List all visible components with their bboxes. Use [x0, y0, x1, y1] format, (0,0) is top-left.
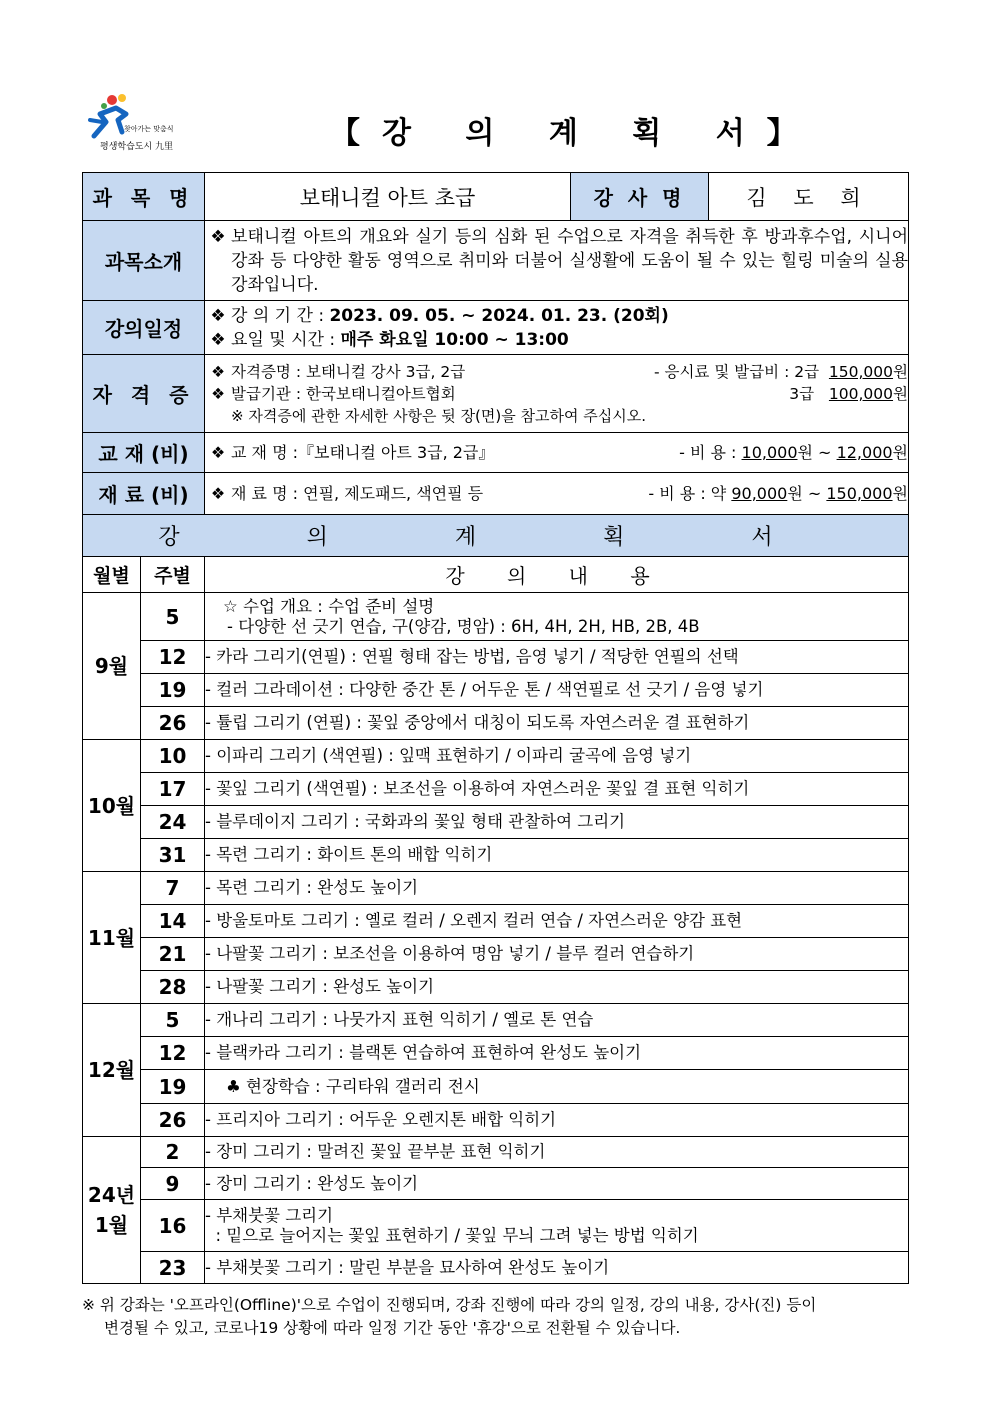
schedule-row-nov: [83, 872, 909, 905]
lecture-content: ♣ 현장학습 : 구리타워 갤러리 전시: [205, 1070, 909, 1104]
month-jan: 24년 1월: [83, 1137, 141, 1284]
week-cell: 31: [141, 839, 205, 872]
week-cell: 24: [141, 806, 205, 839]
teacher-value: 김 도 희: [709, 173, 909, 221]
week-cell: 14: [141, 905, 205, 938]
schedule-row-sep: [83, 593, 909, 641]
schedule-row-jan: [83, 1137, 909, 1168]
content-column-header: 강 의 내 용: [205, 557, 909, 593]
week-cell: 19: [141, 674, 205, 707]
lecture-content: - 장미 그리기 : 완성도 높이기: [205, 1168, 909, 1200]
column-header-row: [83, 557, 909, 593]
intro-label: 과목소개: [83, 221, 205, 301]
week-cell: 2: [141, 1137, 205, 1168]
intro-row: [83, 221, 909, 301]
month-sep: 9월: [83, 593, 141, 740]
schedule-row: [83, 301, 909, 355]
week-cell: 16: [141, 1200, 205, 1252]
material-cost-max: 150,000: [826, 483, 893, 503]
schedule-row-sep: [83, 674, 909, 707]
teacher-label: 강 사 명: [571, 173, 709, 221]
week-cell: 9: [141, 1168, 205, 1200]
schedule-row-oct: [83, 839, 909, 872]
diamond-bullet-icon: ❖: [210, 442, 226, 462]
schedule-row-jan: [83, 1200, 909, 1252]
textbook-row: 교 재 (비) ❖ 교 재 명 :『보태니컬 아트 3급, 2급』 - 비 용 : 10,000원 ~ 12,000원: [83, 433, 909, 473]
plan-header: 강 의 계 획 서: [83, 515, 909, 557]
plan-table: [82, 172, 909, 1284]
schedule-label: 강의일정: [83, 301, 205, 355]
diamond-bullet-icon: ❖: [210, 483, 226, 503]
lecture-content: - 블랙카라 그리기 : 블랙톤 연습하여 표현하여 완성도 높이기: [205, 1037, 909, 1070]
schedule-time: 매주 화요일 10:00 ~ 13:00: [340, 329, 569, 350]
cert-name: 자격증명 : 보태니컬 강사 3급, 2급: [231, 362, 466, 381]
cert-label: 자 격 증: [83, 355, 205, 433]
schedule-row-sep: [83, 641, 909, 674]
lecture-content: - 카라 그리기(연필) : 연필 형태 잡는 방법, 음영 넣기 / 적당한 연필의 선택: [205, 641, 909, 674]
diamond-bullet-icon: ❖: [211, 362, 225, 381]
month-dec: 12월: [83, 1004, 141, 1137]
week-cell: 7: [141, 872, 205, 905]
lecture-content: ☆ 수업 개요 : 수업 준비 설명: [223, 596, 435, 616]
month-oct: 10월: [83, 740, 141, 872]
week-cell: 10: [141, 740, 205, 773]
schedule-row-jan: [83, 1168, 909, 1200]
lecture-content: : 밑으로 늘어지는 꽃잎 표현하기 / 꽃잎 무늬 그려 넣는 방법 익히기: [205, 1225, 699, 1245]
logo-caption: 평생학습도시 九里: [100, 142, 174, 152]
week-cell: 5: [141, 1004, 205, 1037]
week-cell: 21: [141, 938, 205, 971]
week-cell: 17: [141, 773, 205, 806]
schedule-row-oct: [83, 740, 909, 773]
week-cell: 26: [141, 707, 205, 740]
week-cell: 12: [141, 1037, 205, 1070]
lecture-content: - 꽃잎 그리기 (색연필) : 보조선을 이용하여 자연스러운 꽃잎 결 표현 익히기: [205, 773, 909, 806]
lecture-content: - 나팔꽃 그리기 : 완성도 높이기: [205, 971, 909, 1004]
schedule-row-dec: [83, 1037, 909, 1070]
diamond-bullet-icon: ❖: [210, 226, 226, 247]
cert-note: ※ 자격증에 관한 자세한 사항은 뒷 장(면)을 참고하여 주십시오.: [231, 406, 646, 425]
footnote-line1: ※ 위 강좌는 '오프라인(Offline)'으로 수업이 진행되며, 강좌 진행에 따라 강의 일정, 강의 내용, 강사(진) 등이: [82, 1296, 817, 1314]
cert-fee-3: 100,000: [828, 384, 894, 403]
lecture-content: - 목련 그리기 : 화이트 톤의 배합 익히기: [205, 839, 909, 872]
lecture-content: - 이파리 그리기 (색연필) : 잎맥 표현하기 / 이파리 굴곡에 음영 넣기: [205, 740, 909, 773]
runner-icon: [82, 92, 152, 142]
textbook-cost-min: 10,000: [741, 442, 798, 462]
lecture-content: - 개나리 그리기 : 나뭇가지 표현 익히기 / 옐로 톤 연습: [205, 1004, 909, 1037]
textbook-cost-max: 12,000: [836, 442, 893, 462]
cert-fee-2: 150,000: [828, 362, 894, 381]
cert-issuer: 발급기관 : 한국보태니컬아트협회: [231, 384, 456, 403]
footnote-line2: 변경될 수 있고, 코로나19 상황에 따라 일정 기간 동안 '휴강'으로 전환될 수 있습니다.: [104, 1319, 681, 1337]
schedule-row-sep: [83, 707, 909, 740]
schedule-row-oct: [83, 773, 909, 806]
schedule-time-label: 요일 및 시간 :: [231, 329, 341, 350]
material-name: 재 료 명 : 연필, 제도패드, 색연필 등: [231, 483, 484, 503]
schedule-row-nov: [83, 971, 909, 1004]
subject-row: [83, 173, 909, 221]
certificate-row: 자 격 증 ❖ 자격증명 : 보태니컬 강사 3급, 2급 - 응시료 및 발급비 : 2급 150,000원 ❖ 발급기관 : 한국보태니컬아트협회 3급 100,000원 ※ 자격증에 관한 자세한 사항은 뒷 장(면)을 참고하여 주십시오.: [83, 355, 909, 433]
week-column-header: 주별: [141, 557, 205, 593]
material-label: 재 료 (비): [83, 473, 205, 515]
week-cell: 23: [141, 1252, 205, 1284]
month-nov: 11월: [83, 872, 141, 1004]
schedule-row-dec: [83, 1070, 909, 1104]
week-cell: 12: [141, 641, 205, 674]
lecture-content: - 나팔꽃 그리기 : 보조선을 이용하여 명암 넣기 / 블루 컬러 연습하기: [205, 938, 909, 971]
schedule-row-oct: [83, 806, 909, 839]
lecture-content: - 블루데이지 그리기 : 국화과의 꽃잎 형태 관찰하여 그리기: [205, 806, 909, 839]
lecture-content: - 프리지아 그리기 : 어두운 오렌지톤 배합 익히기: [205, 1104, 909, 1137]
lecture-content: - 부채붓꽃 그리기: [205, 1205, 334, 1225]
intro-text: 보태니컬 아트의 개요와 실기 등의 심화 된 수업으로 자격을 취득한 후 방과후수업, 시니어 강좌 등 다양한 활동 영역으로 취미와 더불어 실생활에 도움이 될 수 있는 힐링 미술의 실용 강좌입니다.: [231, 226, 909, 295]
month-column-header: 월별: [83, 557, 141, 593]
schedule-row-nov: [83, 938, 909, 971]
week-cell: 26: [141, 1104, 205, 1137]
lecture-content: - 다양한 선 긋기 연습, 구(양감, 명암) : 6H, 4H, 2H, HB, 2B, 4B: [227, 616, 700, 636]
plan-header-row: [83, 515, 909, 557]
schedule-period-label: 강 의 기 간 :: [231, 305, 330, 326]
diamond-bullet-icon: ❖: [210, 329, 226, 350]
week-cell: 5: [141, 593, 205, 641]
footnote: [82, 1294, 914, 1340]
schedule-row-nov: [83, 905, 909, 938]
lecture-content: - 튤립 그리기 (연필) : 꽃잎 중앙에서 대칭이 되도록 자연스러운 결 표현하기: [205, 707, 909, 740]
week-cell: 19: [141, 1070, 205, 1104]
lecture-content: - 부채붓꽃 그리기 : 말린 부분을 묘사하여 완성도 높이기: [205, 1252, 909, 1284]
material-cost-min: 90,000: [731, 483, 788, 503]
subject-label: 과 목 명: [83, 173, 205, 221]
lecture-content: - 장미 그리기 : 말려진 꽃잎 끝부분 표현 익히기: [205, 1137, 909, 1168]
lecture-content: - 방울토마토 그리기 : 옐로 컬러 / 오렌지 컬러 연습 / 자연스러운 양감 표현: [205, 905, 909, 938]
page-title: 【강 의 계 획 서】: [330, 116, 819, 151]
schedule-row-dec: [83, 1004, 909, 1037]
schedule-row-dec: [83, 1104, 909, 1137]
lecture-content: - 컬러 그라데이션 : 다양한 중간 톤 / 어두운 톤 / 색연필로 선 긋기 / 음영 넣기: [205, 674, 909, 707]
subject-value: 보태니컬 아트 초급: [205, 173, 571, 221]
schedule-period: 2023. 09. 05. ~ 2024. 01. 23. (20회): [329, 305, 669, 326]
cert-fee-3-label: 3급: [789, 384, 815, 403]
diamond-bullet-icon: ❖: [211, 384, 225, 403]
logo-caption-small: 찾아가는 맞춤식: [124, 125, 174, 133]
lecture-content: - 목련 그리기 : 완성도 높이기: [205, 872, 909, 905]
textbook-name: 교 재 명 :『보태니컬 아트 3급, 2급』: [231, 442, 495, 462]
diamond-bullet-icon: ❖: [210, 305, 226, 326]
cert-fee-label: - 응시료 및 발급비 : 2급: [653, 362, 820, 381]
schedule-row-jan: [83, 1252, 909, 1284]
week-cell: 28: [141, 971, 205, 1004]
material-row: 재 료 (비) ❖ 재 료 명 : 연필, 제도패드, 색연필 등 - 비 용 : 약 90,000원 ~ 150,000원: [83, 473, 909, 515]
textbook-label: 교 재 (비): [83, 433, 205, 473]
